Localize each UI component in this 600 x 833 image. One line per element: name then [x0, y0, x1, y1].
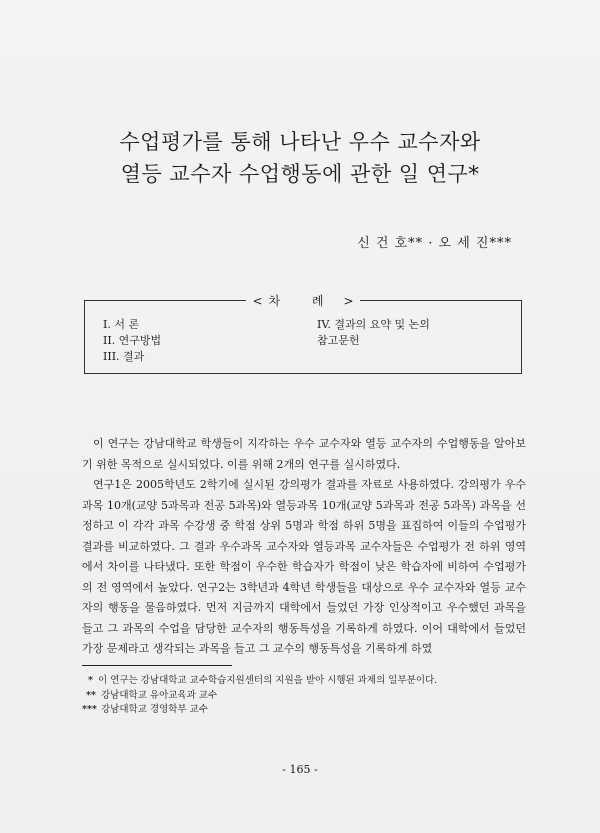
footnote-author-1 — [82, 689, 437, 704]
footnote-author-2 — [82, 703, 437, 718]
page-number: - 165 - — [282, 763, 318, 776]
footnotes — [82, 674, 437, 718]
toc-item-references: 참고문헌 — [317, 334, 360, 347]
footnote-mark: ** — [86, 689, 96, 701]
footnote-divider — [82, 665, 232, 666]
toc-heading-text: 차 례 — [263, 294, 344, 308]
footnote-text: 강남대학교 유아교육과 교수 — [101, 689, 218, 701]
footnote-mark: *** — [82, 704, 97, 715]
author-1: 신 건 호** — [357, 236, 424, 251]
footnote-mark: * — [88, 675, 93, 686]
footnote-text: 이 연구는 강남대학교 교수학습지원센터의 지원을 받아 시행된 과제의 일부분이다. — [98, 675, 438, 686]
toc-item-introduction: I. 서 론 — [103, 318, 140, 331]
toc-right-column — [317, 317, 430, 349]
toc-left-column — [103, 317, 161, 365]
body-paragraph: 이 연구는 강남대학교 학생들이 지각하는 우수 교수자와 열등 교수자의 수업행동을 알아보기 위한 목적으로 실시되었다. 이를 위해 2개의 연구를 실시하였다. — [82, 437, 526, 471]
paper-title-line-1: 수업평가를 통해 나타난 우수 교수자와 — [119, 130, 481, 154]
author-line — [357, 232, 512, 251]
footnote-text: 강남대학교 경영학부 교수 — [101, 704, 208, 715]
abstract-body — [82, 434, 526, 660]
toc-item-method: II. 연구방법 — [103, 334, 162, 347]
author-2: 오 세 진*** — [438, 236, 512, 251]
body-paragraph: 연구1은 2005학년도 2학기에 실시된 강의평가 결과를 자료로 사용하였다. 강의평가 우수과목 10개(교양 5과목과 전공 5과목)와 열등과목 10개(교양 5과목과 전공 5과목) 과목을 선정하고 이 각각 과목 수강생 중 학점 상위 5명과 학점 하위 5명을 표집하여 이들의 수업평가 결과를 비교하였다. 그 결과 우수과목 교수자와 열등과목 교수자들은 수업평가 전 하위 영역에서 차이를 나타냈다. 또한 학점이 우수한 학습자가 학점이 낮은 학습자에 비하여 수업평가의 전 영역에서 높았다. 연구2는 3학년과 4학년 학생들을 대상으로 우수 교수자와 열등 교수자의 행동을 물음하였다. 먼저 지금까지 대학에서 들었던 가장 인상적이고 우수했던 과목을 들고 그 과목의 수업을 담당한 교수자의 행동특성을 기록하게 하였다. 이어 대학에서 들었던 가장 문제라고 생각되는 과목을 들고 그 교수의 행동특성을 기록하게 하였 — [82, 478, 526, 655]
toc-item-results: III. 결과 — [103, 350, 145, 363]
paper-title-line-2: 열등 교수자 수업행동에 관한 일 연구* — [120, 162, 480, 186]
toc-item-summary-discussion: IV. 결과의 요약 및 논의 — [317, 318, 430, 331]
table-of-contents — [84, 294, 522, 374]
author-separator: · — [423, 236, 439, 251]
footnote-funding — [82, 674, 437, 689]
toc-heading: < 차 례 > — [85, 292, 521, 309]
